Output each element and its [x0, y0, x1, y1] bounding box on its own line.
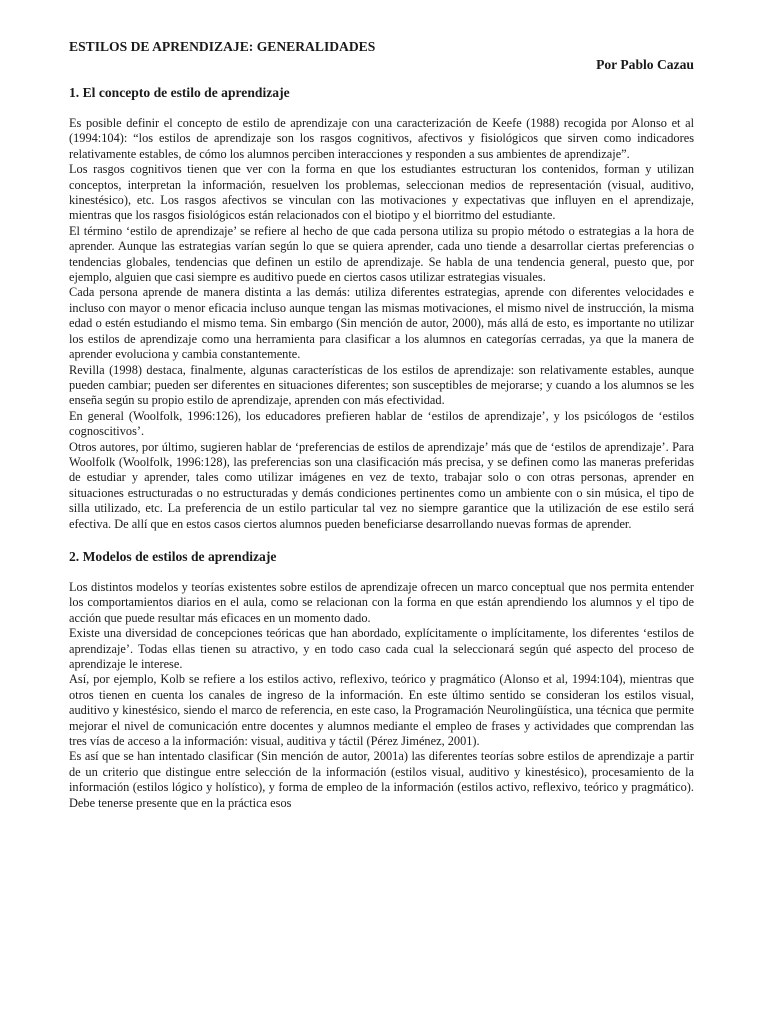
paragraph: En general (Woolfolk, 1996:126), los educadores prefieren hablar de ‘estilos de aprendizaje’, y los psicólogos de ‘estilos cognoscitivos’. [69, 408, 694, 439]
paragraph: Así, por ejemplo, Kolb se refiere a los estilos activo, reflexivo, teórico y pragmático (Alonso et al, 1994:104), mientras que otros tienen en cuenta los canales de ingreso de la información. En este último sentido se consideran los estilos visual, auditivo y kinestésico, siendo el marco de referencia, en este caso, la Programación Neurolingüística, una técnica que permite mejorar el nivel de comunicación entre docentes y alumnos mediante el empleo de frases y actividades que comprendan las tres vías de acceso a la información: visual, auditiva y táctil (Pérez Jiménez, 2001). [69, 672, 694, 749]
section-models [69, 548, 694, 811]
paragraph: Los rasgos cognitivos tienen que ver con la forma en que los estudiantes estructuran los contenidos, forman y utilizan conceptos, interpretan la información, resuelven los problemas, seleccionan medios de representación (visual, auditivo, kinestésico), etc. Los rasgos afectivos se vinculan con las motivaciones y expectativas que influyen en el aprendizaje, mientras que los rasgos fisiológicos están relacionados con el biotipo y el biorritmo del estudiante. [69, 162, 694, 223]
paragraph: Es posible definir el concepto de estilo de aprendizaje con una caracterización de Keefe (1988) recogida por Alonso et al (1994:104): “los estilos de aprendizaje son los rasgos cognitivos, afectivos y fisiológicos que sirven como indicadores relativamente estables, de cómo los alumnos perciben interacciones y responden a sus ambientes de aprendizaje”. [69, 116, 694, 161]
paragraph: Es así que se han intentado clasificar (Sin mención de autor, 2001a) las diferentes teorías sobre estilos de aprendizaje a partir de un criterio que distingue entre selección de la información (estilos visual, auditivo y kinestésico), procesamiento de la información (estilos lógico y holístico), y forma de empleo de la información (estilos activo, reflexivo, teórico y pragmático). Debe tenerse presente que en la práctica esos [69, 749, 694, 810]
paragraph: Existe una diversidad de concepciones teóricas que han abordado, explícitamente o implícitamente, los diferentes ‘estilos de aprendizaje’. Todas ellas tienen su atractivo, y en todo caso cada cual la seleccionará según qué aspecto del proceso de aprendizaje le interese. [69, 626, 694, 671]
paragraph: Los distintos modelos y teorías existentes sobre estilos de aprendizaje ofrecen un marco conceptual que nos permita entender los comportamientos diarios en el aula, como se relacionan con la forma en que están aprendiendo los alumnos y el tipo de acción que puede resultar más eficaces en un momento dado. [69, 579, 694, 625]
paragraph: Cada persona aprende de manera distinta a las demás: utiliza diferentes estrategias, aprende con diferentes velocidades e incluso con mayor o menor eficacia incluso aunque tengan las mismas motivaciones, el mismo nivel de instrucción, la misma edad o estén estudiando el mismo tema. Sin embargo (Sin mención de autor, 2000), más allá de esto, es importante no utilizar los estilos de aprendizaje como una herramienta para clasificar a los alumnos en categorías cerradas, ya que la manera de aprender evoluciona y cambia constantemente. [69, 285, 694, 362]
paragraph: El término ‘estilo de aprendizaje’ se refiere al hecho de que cada persona utiliza su propio método o estrategias a la hora de aprender. Aunque las estrategias varían según lo que se quiera aprender, cada uno tiende a desarrollar ciertas preferencias o tendencias globales, tendencias que definen un estilo de aprendizaje. Se habla de una tendencia general, puesto que, por ejemplo, alguien que casi siempre es auditivo puede en ciertos casos utilizar estrategias visuales. [69, 223, 694, 285]
paragraph: Otros autores, por último, sugieren hablar de ‘preferencias de estilos de aprendizaje’ más que de ‘estilos de aprendizaje’. Para Woolfolk (Woolfolk, 1996:128), las preferencias son una clasificación más precisa, y se definen como las maneras preferidas de estudiar y aprender, tales como utilizar imágenes en vez de texto, trabajar solo o con otras personas, aprender en situaciones estructuradas o no estructuradas y demás condiciones pertinentes como un ambiente con o sin música, el tipo de silla utilizado, etc. La preferencia de un estilo particular tal vez no siempre garantice que la utilización de ese estilo será efectiva. De allí que en estos casos ciertos alumnos pueden beneficiarse desarrollando nuevas formas de aprender. [69, 439, 694, 531]
author-line: Por Pablo Cazau [596, 57, 694, 72]
section-heading: 1. El concepto de estilo de aprendizaje [69, 85, 290, 100]
document-page [69, 38, 694, 827]
paragraph: Revilla (1998) destaca, finalmente, algunas características de los estilos de aprendizaje: son relativamente estables, aunque pueden cambiar; pueden ser diferentes en situaciones diferentes; son susceptibles de mejorarse; y cuando a los alumnos se les enseña según su propio estilo de aprendizaje, aprenden con más efectividad. [69, 362, 694, 408]
section-heading: 2. Modelos de estilos de aprendizaje [69, 548, 277, 564]
document-title: ESTILOS DE APRENDIZAJE: GENERALIDADES [69, 39, 376, 54]
section-concept [69, 84, 694, 532]
